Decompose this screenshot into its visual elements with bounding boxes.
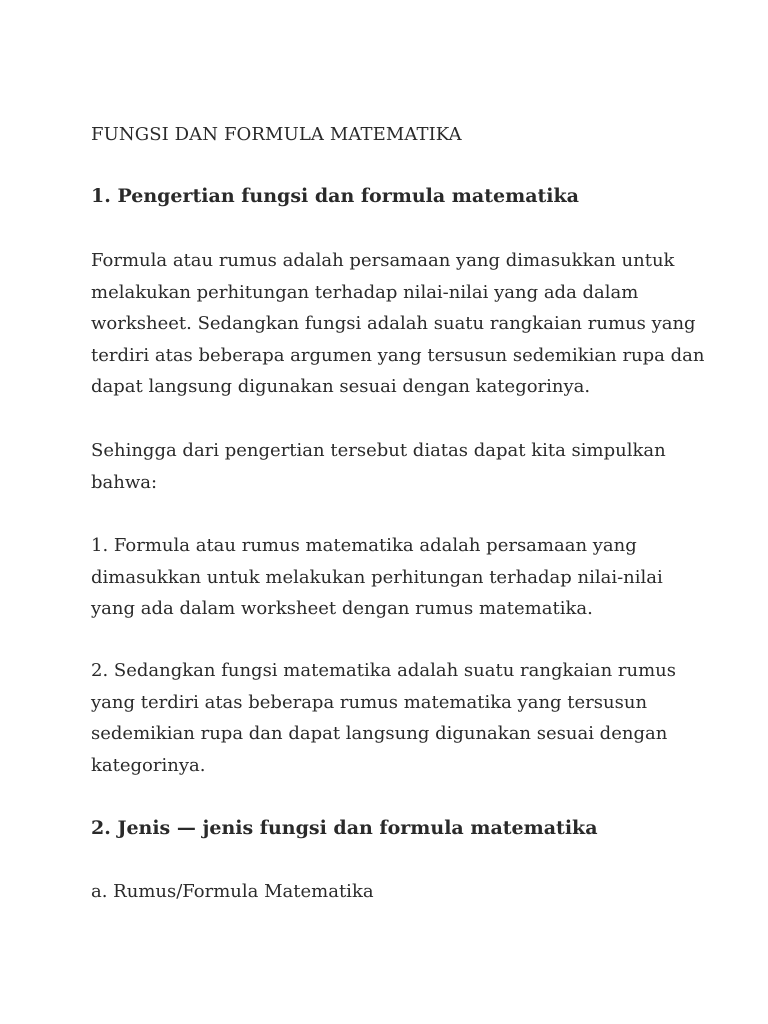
text-line: dimasukkan untuk melakukan perhitungan terhadap nilai-nilai bbox=[91, 566, 663, 588]
text-line: melakukan perhitungan terhadap nilai-nilai yang ada dalam bbox=[91, 281, 639, 303]
section-1-heading: 1. Pengertian fungsi dan formula matematika bbox=[91, 185, 579, 207]
paragraph-point-2 bbox=[91, 655, 691, 781]
text-line: sedemikian rupa dan dapat langsung digunakan sesuai dengan bbox=[91, 723, 668, 744]
paragraph-definition bbox=[91, 245, 705, 403]
text-line: Formula atau rumus adalah persamaan yang dimasukkan untuk bbox=[91, 250, 675, 271]
text-line: bahwa: bbox=[91, 471, 158, 493]
text-line: dapat langsung digunakan sesuai dengan kategorinya. bbox=[91, 376, 591, 397]
text-line: Sehingga dari pengertian tersebut diatas dapat kita simpulkan bbox=[91, 440, 666, 461]
text-line: 2. Sedangkan fungsi matematika adalah suatu rangkaian rumus bbox=[91, 660, 677, 681]
text-line: yang ada dalam worksheet dengan rumus matematika. bbox=[91, 598, 593, 619]
paragraph-subsection-a bbox=[91, 876, 691, 908]
text-line: kategorinya. bbox=[91, 754, 206, 776]
section-2-heading: 2. Jenis — jenis fungsi dan formula matematika bbox=[91, 817, 598, 839]
paragraph-conclusion-intro bbox=[91, 435, 691, 498]
text-line: terdiri atas beberapa argumen yang tersusun sedemikian rupa dan bbox=[91, 344, 705, 366]
text-line: worksheet. Sedangkan fungsi adalah suatu rangkaian rumus yang bbox=[91, 313, 696, 334]
text-line: yang terdiri atas beberapa rumus matematika yang tersusun bbox=[91, 691, 648, 713]
text-line: 1. Formula atau rumus matematika adalah persamaan yang bbox=[91, 535, 637, 556]
text-line: a. Rumus/Formula Matematika bbox=[91, 881, 374, 902]
paragraph-point-1 bbox=[91, 530, 691, 625]
document-title: FUNGSI DAN FORMULA MATEMATIKA bbox=[91, 124, 462, 145]
